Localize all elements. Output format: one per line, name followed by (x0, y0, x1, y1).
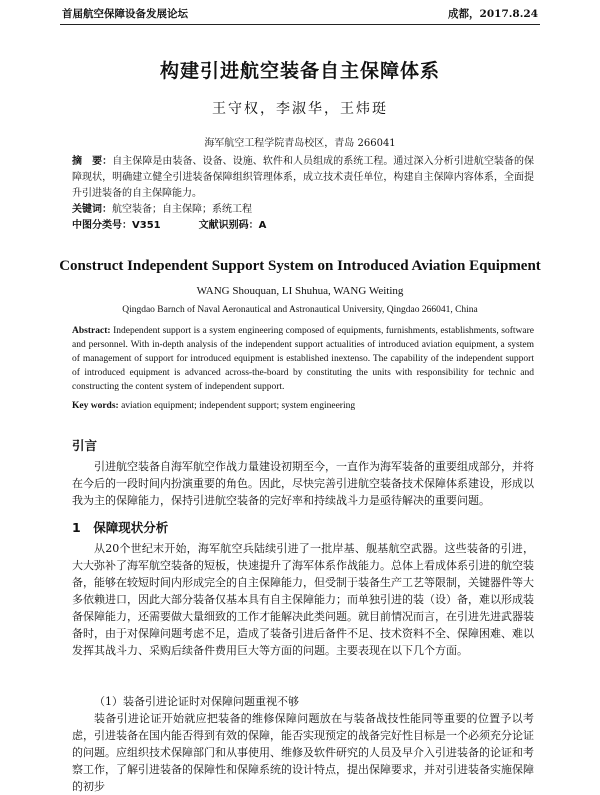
header-rule (60, 24, 540, 25)
authors-en: WANG Shouquan, LI Shuhua, WANG Weiting (196, 285, 404, 297)
class-label: 中图分类号： (72, 220, 132, 231)
title-en: Construct Independent Support System on Introduced Aviation Equipment (59, 258, 541, 274)
keywords-en-label: Key words: (72, 401, 119, 411)
affiliation-en: Qingdao Barnch of Naval Aeronautical and Astronautical University, Qingdao 266041, China (122, 305, 478, 315)
keywords-cn-label: 关键词： (72, 204, 112, 215)
abstract-en-text: Independent support is a system engineering composed of equipments, furnishments, establishments, software and personnel. With in-depth analysis of the independent support actualities of introduced aviation equipment, a system of management of support for introduced equipment is established inextenso. The capability of the independent support of introduced equipment is advanced across-the-board by constituting the units with responsibility for technic and constructing the content system of independent support. (72, 326, 534, 392)
running-header (62, 6, 538, 22)
section1-body-2: 装备引进论证开始就应把装备的维修保障问题放在与装备战技性能同等重要的位置予以考虑，引进装备在国内能否得到有效的保障，能否实现预定的战备完好性目标是一个必须充分论证的问题。应组织技术保障部门和从事使用、维修及软件研究的人员及早介入引进装备的论证和考察工作，了解引进装备的保障性和保障系统的设计特点，提出保障要求，并对引进装备实施保障的初步 (72, 712, 534, 793)
section1-body: 从20个世纪末开始，海军航空兵陆续引进了一批岸基、舰基航空武器。这些装备的引进，大大弥补了海军航空装备的短板，快速提升了海军体系作战能力。总体上看成体系引进的航空装备，能够在较短时间内形成完全的自主保障能力，但受制于装备生产工艺等限制，关键器件等大多依赖进口，因此大部分装备仅基本具有自主保障能力；而单独引进的装（设）备，难以形成装备保障能力，还需要做大量细致的工作才能解决此类问题。就目前情况而言，在引进先进武器装备时，由于对保障问题考虑不足，造成了装备引进后备件不足、技术资料不全、保障困难、难以发挥其战斗力、采购后续备件费用巨大等方面的问题。主要表现在以下几个方面。 (72, 542, 534, 657)
classification (72, 218, 534, 234)
abstract-en (72, 324, 534, 394)
header-left: 首届航空保障设备发展论坛 (62, 8, 188, 20)
keywords-en-text: aviation equipment; independent support; system engineering (121, 401, 356, 411)
abstract-cn (72, 154, 534, 202)
intro-body: 引进航空装备自海军航空作战力量建设初期至今，一直作为海军装备的重要组成部分，并将在今后的一段时间内扮演重要的角色。因此，尽快完善引进航空装备技术保障体系建设，形成以我为主的保障能力，保持引进航空装备的完好率和持续战斗力是亟待解决的重要问题。 (72, 460, 534, 507)
class-value: V351 (132, 220, 161, 231)
header-right: 成都，2017.8.24 (448, 8, 538, 20)
section1-subheading: （1）装备引进论证时对保障问题重视不够 (94, 695, 299, 708)
affiliation-cn: 海军航空工程学院青岛校区，青岛 266041 (204, 138, 396, 149)
doc-label: 文献识别码： (198, 220, 259, 231)
intro-heading: 引言 (72, 438, 98, 453)
doc-value: A (258, 220, 267, 231)
title-cn: 构建引进航空装备自主保障体系 (159, 60, 440, 82)
keywords-en (72, 398, 534, 414)
abstract-cn-label: 摘 要： (72, 156, 113, 167)
authors-cn: 王守权，李淑华，王炜珽 (212, 101, 388, 117)
keywords-cn-text: 航空装备；自主保障；系统工程 (112, 204, 252, 215)
keywords-cn (72, 202, 534, 218)
abstract-cn-text: 自主保障是由装备、设备、设施、软件和人员组成的系统工程。通过深入分析引进航空装备的保障现状，明确建立健全引进装备保障组织管理体系，成立技术责任单位，构建自主保障内容体系，全面提升引进装备的自主保障能力。 (72, 156, 535, 199)
abstract-en-label: Abstract: (72, 326, 111, 336)
section1-heading: 1 保障现状分析 (72, 520, 169, 535)
